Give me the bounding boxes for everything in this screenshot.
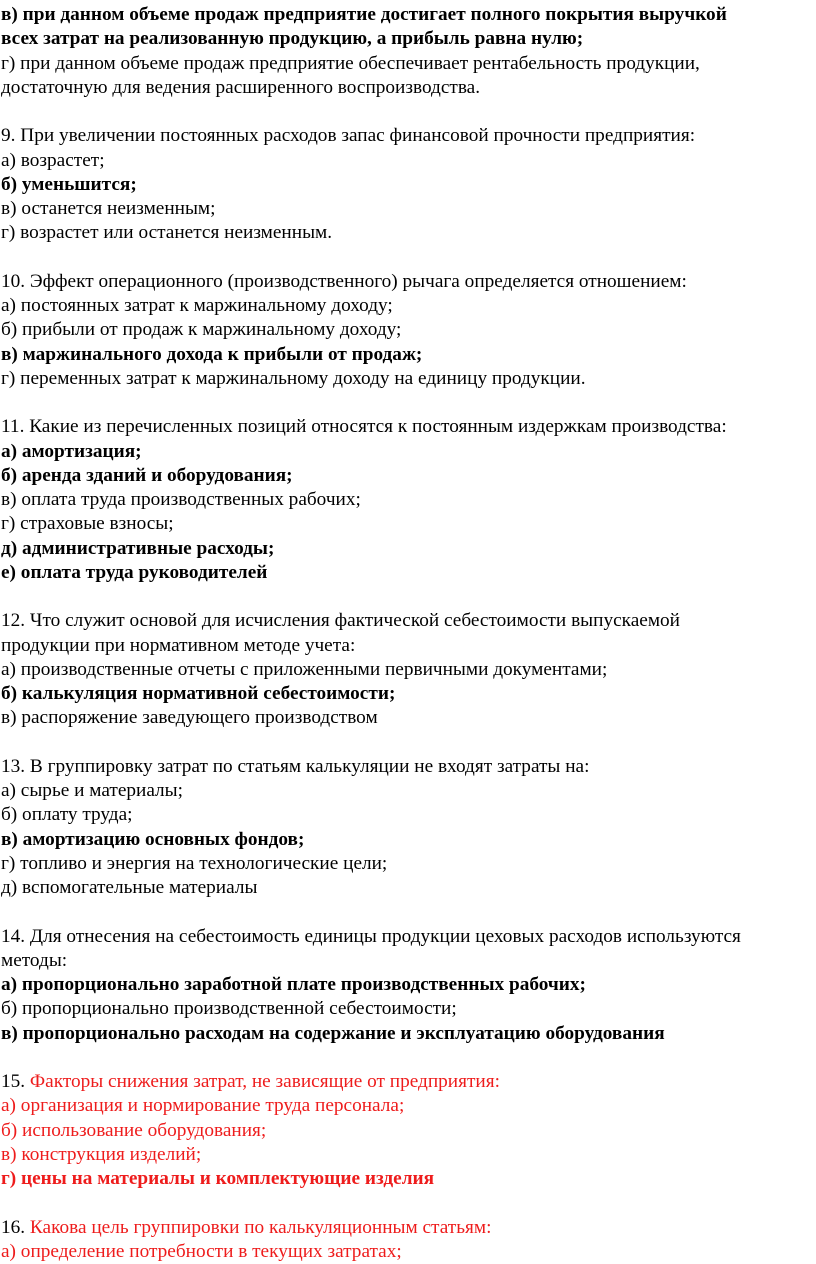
q11-option-a-answer: а) амортизация; bbox=[1, 440, 142, 462]
spacer bbox=[1, 585, 814, 609]
q15-option-d-answer: г) цены на материалы и комплектующие изделия bbox=[1, 1168, 435, 1189]
spacer bbox=[1, 100, 814, 124]
q15-option-a: а) организация и нормирование труда персонала; bbox=[1, 1095, 405, 1117]
q9-option-c: в) останется неизменным; bbox=[1, 198, 216, 219]
q14-option-a-answer: а) пропорционально заработной плате производственных рабочих; bbox=[1, 974, 586, 995]
q11-option-e-answer: д) административные расходы; bbox=[1, 537, 275, 559]
spacer bbox=[1, 900, 814, 924]
q14-option-c-answer: в) пропорционально расходам на содержание и эксплуатацию оборудования bbox=[1, 1022, 665, 1044]
question-15 bbox=[1, 1070, 814, 1094]
spacer bbox=[1, 1046, 814, 1070]
q16-option-a: а) определение потребности в текущих затратах; bbox=[1, 1240, 402, 1262]
q11-option-d: г) страховые взносы; bbox=[1, 513, 174, 535]
q10-option-b: б) прибыли от продаж к маржинальному доходу; bbox=[1, 319, 402, 341]
q11-option-c: в) оплата труда производственных рабочих; bbox=[1, 489, 361, 510]
question-11: 11. Какие из перечисленных позиций относятся к постоянным издержкам производства: bbox=[1, 416, 727, 438]
spacer bbox=[1, 731, 814, 755]
option-c-bold-line-1: в) при данном объеме продаж предприятие достигает полного покрытия выручкой bbox=[1, 4, 727, 25]
question-15-number: 15. bbox=[1, 1071, 30, 1092]
question-9: 9. При увеличении постоянных расходов запас финансовой прочности предприятия: bbox=[1, 125, 696, 147]
question-16-number: 16. bbox=[1, 1216, 30, 1238]
q10-option-d: г) переменных затрат к маржинальному доходу на единицу продукции. bbox=[1, 367, 586, 389]
question-12-line-1: 12. Что служит основой для исчисления фактической себестоимости выпускаемой bbox=[1, 610, 680, 632]
q12-option-a: а) производственные отчеты с приложенными первичными документами; bbox=[1, 658, 608, 680]
option-d-line-1: г) при данном объеме продаж предприятие обеспечивает рентабельность продукции, bbox=[1, 52, 700, 74]
q13-option-e: д) вспомогательные материалы bbox=[1, 877, 258, 898]
spacer bbox=[1, 246, 814, 270]
question-14-line-1: 14. Для отнесения на себестоимость единицы продукции цеховых расходов используются bbox=[1, 925, 741, 947]
option-c-bold-line-2: всех затрат на реализованную продукцию, а прибыль равна нулю; bbox=[1, 28, 584, 50]
question-10: 10. Эффект операционного (производственного) рычага определяется отношением: bbox=[1, 270, 687, 292]
option-d-line-2: достаточную для ведения расширенного воспроизводства. bbox=[1, 76, 481, 98]
q13-option-d: г) топливо и энергия на технологические цели; bbox=[1, 852, 388, 874]
spacer bbox=[1, 1191, 814, 1215]
q9-option-a: а) возрастет; bbox=[1, 149, 105, 171]
q15-option-b: б) использование оборудования; bbox=[1, 1119, 267, 1141]
q12-option-c: в) распоряжение заведующего производством bbox=[1, 707, 378, 729]
q10-option-c-answer: в) маржинального дохода к прибыли от продаж; bbox=[1, 343, 423, 365]
q10-option-a: а) постоянных затрат к маржинальному доходу; bbox=[1, 295, 393, 316]
spacer bbox=[1, 391, 814, 415]
q9-option-b-answer: б) уменьшится; bbox=[1, 173, 137, 195]
q9-option-d: г) возрастет или останется неизменным. bbox=[1, 222, 333, 244]
q15-option-c: в) конструкция изделий; bbox=[1, 1143, 202, 1165]
question-13: 13. В группировку затрат по статьям калькуляции не входят затраты на: bbox=[1, 755, 590, 777]
q13-option-b: б) оплату труда; bbox=[1, 804, 133, 826]
question-16 bbox=[1, 1216, 814, 1240]
q13-option-c-answer: в) амортизацию основных фондов; bbox=[1, 828, 305, 850]
q12-option-b-answer: б) калькуляция нормативной себестоимости; bbox=[1, 683, 396, 704]
question-12-line-2: продукции при нормативном методе учета: bbox=[1, 634, 356, 656]
q13-option-a: а) сырье и материалы; bbox=[1, 780, 183, 801]
question-14-line-2: методы: bbox=[1, 949, 68, 971]
q11-option-b-answer: б) аренда зданий и оборудования; bbox=[1, 464, 293, 486]
q11-option-f-answer: е) оплата труда руководителей bbox=[1, 561, 268, 583]
question-15-text: Факторы снижения затрат, не зависящие от предприятия: bbox=[29, 1071, 500, 1092]
q14-option-b: б) пропорционально производственной себестоимости; bbox=[1, 998, 457, 1020]
question-16-text: Какова цель группировки по калькуляционным статьям: bbox=[29, 1216, 492, 1238]
